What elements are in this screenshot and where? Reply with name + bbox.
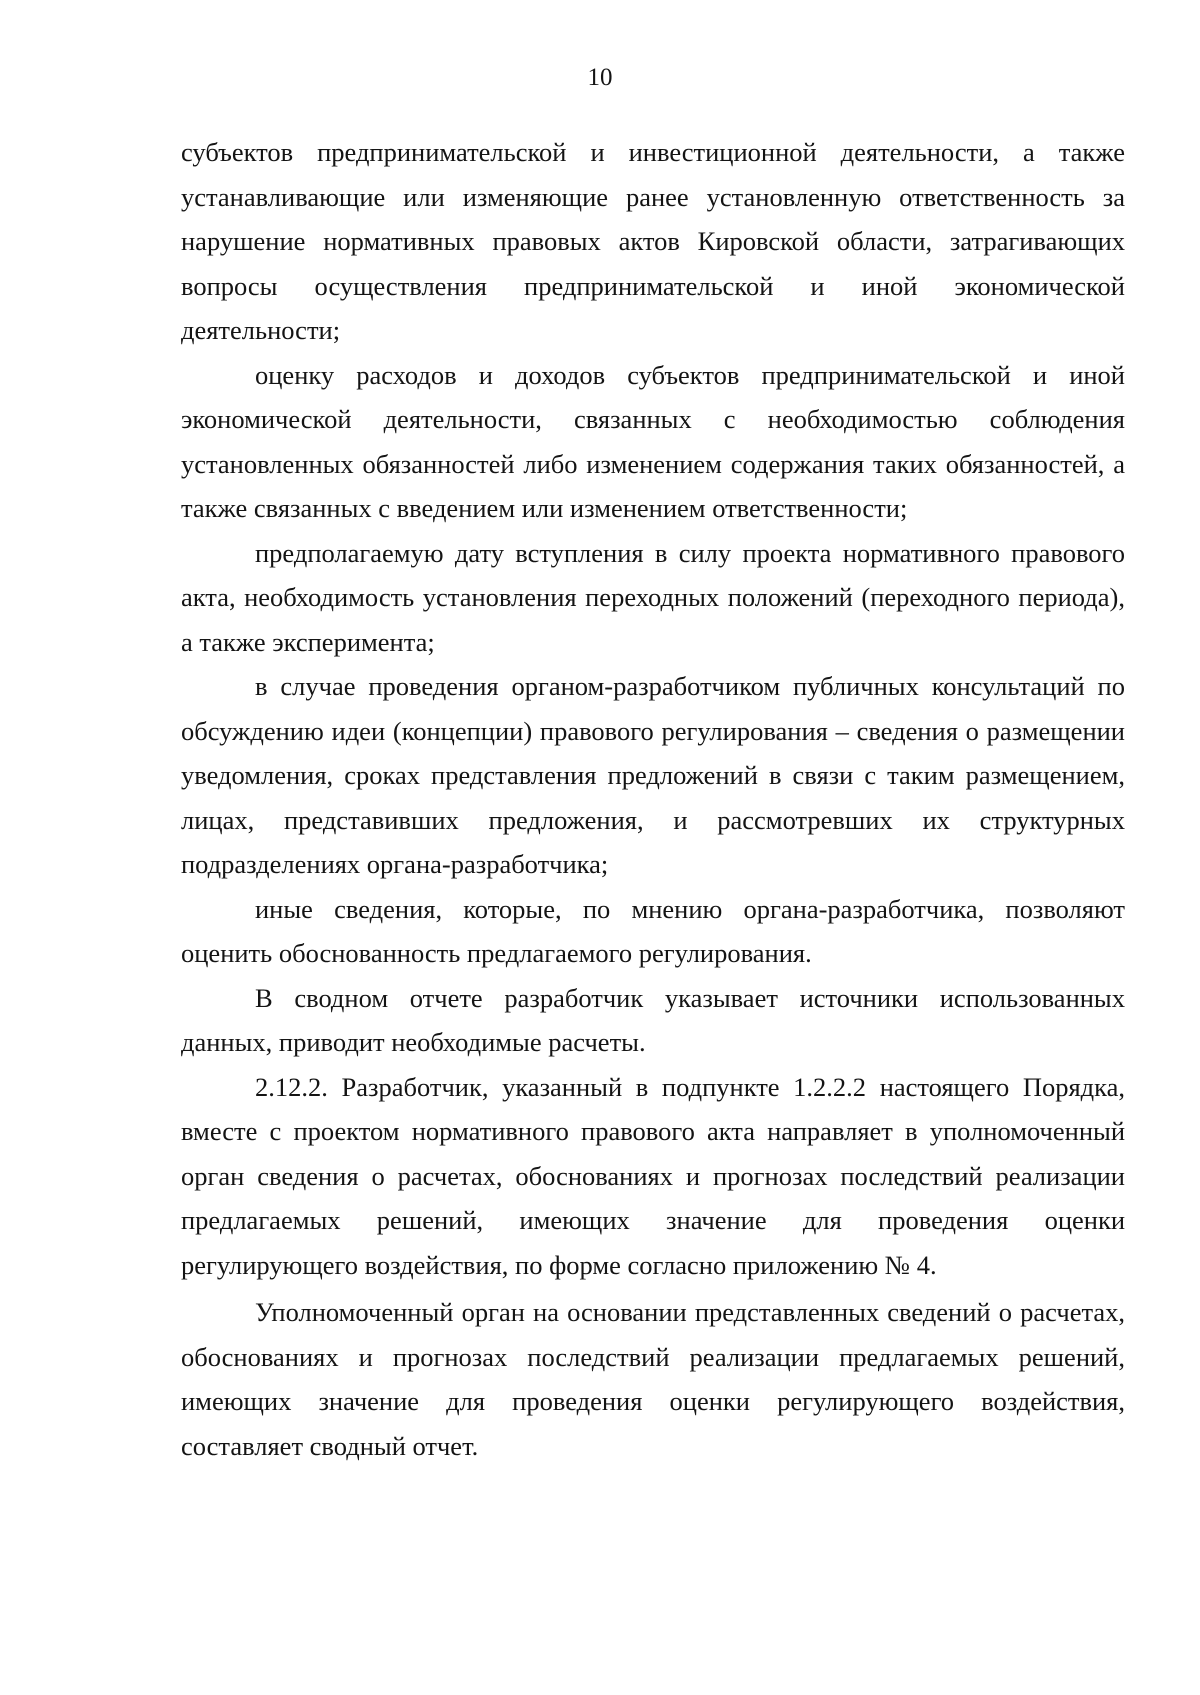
paragraph: Уполномоченный орган на основании представленных сведений о расчетах, обоснованиях и прогнозах последствий реализации предлагаемых решений, имеющих значение для проведения оценки регулирующего воздействия, составляет сводный отчет. [181,1297,1125,1461]
paragraph: иные сведения, которые, по мнению органа-разработчика, позволяют оценить обоснованность предлагаемого регулирования. [181,893,1125,968]
paragraph: оценку расходов и доходов субъектов предпринимательской и иной экономической деятельности, связанных с необходимостью соблюдения установленных обязанностей либо изменением содержания таких обязанностей, а также связанных с введением или изменением ответственности; [181,359,1125,523]
paragraph: в случае проведения органом-разработчиком публичных консультаций по обсуждению идеи (концепции) правового регулирования – сведения о размещении уведомления, сроках представления предложений в связи с таким размещением, лицах, представивших предложения, и рассмотревших их структурных подразделениях органа-разработчика; [181,671,1125,879]
paragraph: предполагаемую дату вступления в силу проекта нормативного правового акта, необходимость установления переходных положений (переходного периода), а также эксперимента; [181,537,1125,657]
paragraph: В сводном отчете разработчик указывает источники использованных данных, приводит необходимые расчеты. [181,982,1125,1057]
paragraph: субъектов предпринимательской и инвестиционной деятельности, а также устанавливающие или изменяющие ранее установленную ответственность за нарушение нормативных правовых актов Кировской области, затрагивающих вопросы осуществления предпринимательской и иной экономической деятельности; [181,137,1125,345]
paragraph: 2.12.2. Разработчик, указанный в подпункте 1.2.2.2 настоящего Порядка, вместе с проектом нормативного правового акта направляет в уполномоченный орган сведения о расчетах, обоснованиях и прогнозах последствий реализации предлагаемых решений, имеющих значение для проведения оценки регулирующего воздействия, по форме согласно приложению № 4. [181,1071,1125,1280]
page-number: 10 [587,64,613,91]
document-body [181,130,1125,1468]
